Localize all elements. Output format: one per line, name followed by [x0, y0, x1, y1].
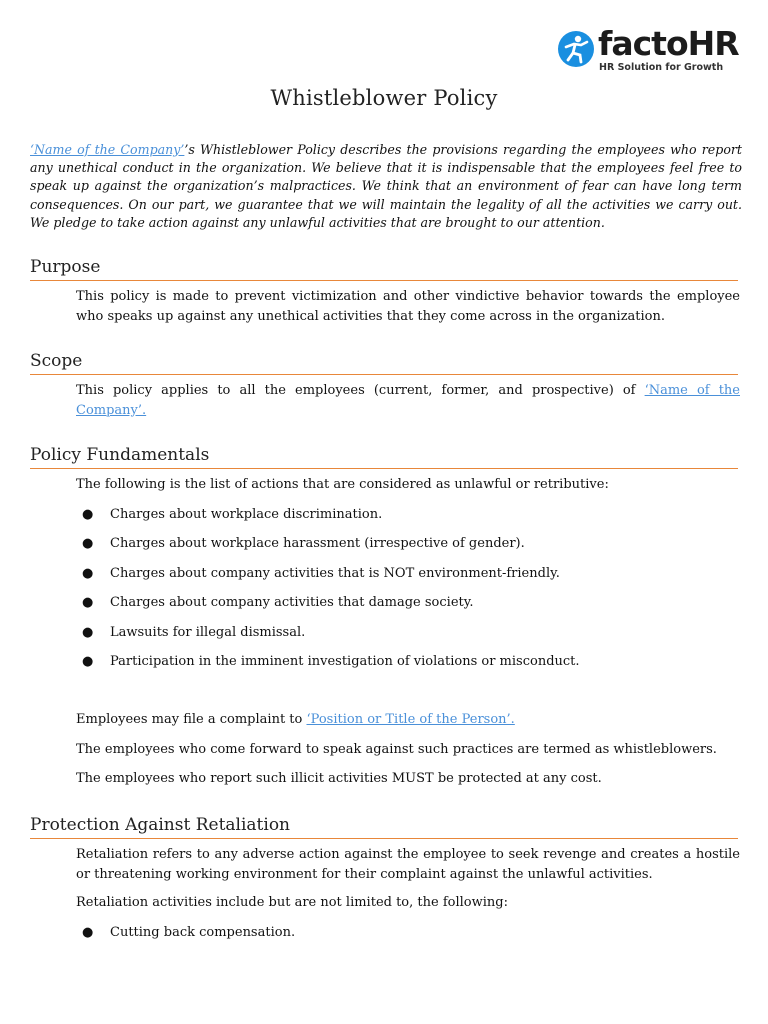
section-heading-retaliation: Protection Against Retaliation: [30, 814, 738, 839]
fundamentals-bullet-list: [76, 505, 740, 681]
page-title: Whistleblower Policy: [270, 86, 498, 110]
bullet-icon: ●: [82, 653, 94, 669]
whistleblowers-text: The employees who come forward to speak against such practices are termed as whistleblowers.: [76, 742, 717, 757]
list-item-text: Lawsuits for illegal dismissal.: [110, 624, 306, 640]
intro-paragraph: [30, 141, 742, 232]
bullet-icon: ●: [82, 595, 94, 611]
section-heading-purpose: Purpose: [30, 256, 738, 281]
protected-text: The employees who report such illicit activities MUST be protected at any cost.: [76, 771, 602, 786]
list-item: [76, 534, 740, 563]
scope-text: This policy applies to all the employees (current, former, and prospective) of: [76, 383, 645, 398]
list-item: [76, 623, 740, 652]
bullet-icon: ●: [82, 624, 94, 640]
list-item-text: Charges about workplace harassment (irrespective of gender).: [110, 536, 525, 552]
bullet-icon: ●: [82, 925, 94, 940]
bullet-icon: ●: [82, 565, 94, 581]
list-item: [76, 564, 740, 593]
section-heading-scope: Scope: [30, 350, 738, 375]
list-item: [76, 593, 740, 622]
scope-company-link[interactable]: ‘Name of the Company’.: [76, 383, 740, 418]
position-title-link[interactable]: ‘Position or Title of the Person’.: [306, 712, 515, 727]
factohr-logo: [557, 24, 739, 76]
list-item: [76, 923, 740, 952]
purpose-text: This policy is made to prevent victimization and other vindictive behavior towards the employee who speaks up against any unethical activities that they come across in the organization.: [76, 289, 740, 324]
company-name-link[interactable]: ‘Name of the Company’: [30, 142, 185, 157]
list-item-text: Charges about company activities that damage society.: [110, 595, 474, 611]
complaint-paragraph: [76, 710, 740, 730]
retaliation-lead: Retaliation activities include but are not limited to, the following:: [76, 895, 508, 910]
running-person-icon: [557, 30, 595, 68]
retaliation-definition: Retaliation refers to any adverse action against the employee to seek revenge and creates a hostile or threatening working environment for their complaint against the unlawful activities.: [76, 847, 740, 882]
list-item-text: Cutting back compensation.: [110, 925, 296, 940]
scope-paragraph: [76, 381, 740, 421]
list-item: [76, 505, 740, 534]
complaint-text: Employees may file a complaint to: [76, 712, 307, 727]
list-item-text: Charges about company activities that is NOT environment-friendly.: [110, 565, 560, 581]
list-item-text: Charges about workplace discrimination.: [110, 507, 383, 522]
section-heading-fundamentals: Policy Fundamentals: [30, 444, 738, 469]
bullet-icon: ●: [82, 507, 94, 522]
intro-text: ’s Whistleblower Policy describes the provisions regarding the employees who report any unethical conduct in the organization. We believe that it is indispensable that the employees feel free to speak up against the organization’s malpractices. We think that an environment of fear can have long term consequences. On our part, we guarantee that we will maintain the legality of all the activities we carry out. We pledge to take action against any unlawful activities that are brought to our attention.: [30, 142, 742, 230]
fundamentals-lead: The following is the list of actions that are considered as unlawful or retributive:: [76, 477, 609, 492]
list-item: [76, 652, 740, 681]
bullet-icon: ●: [82, 536, 94, 552]
list-item-text: Participation in the imminent investigation of violations or misconduct.: [110, 653, 580, 669]
logo-tagline: HR Solution for Growth: [599, 62, 724, 73]
retaliation-bullet-list: [76, 923, 740, 952]
logo-brand: factoHR: [598, 24, 739, 63]
